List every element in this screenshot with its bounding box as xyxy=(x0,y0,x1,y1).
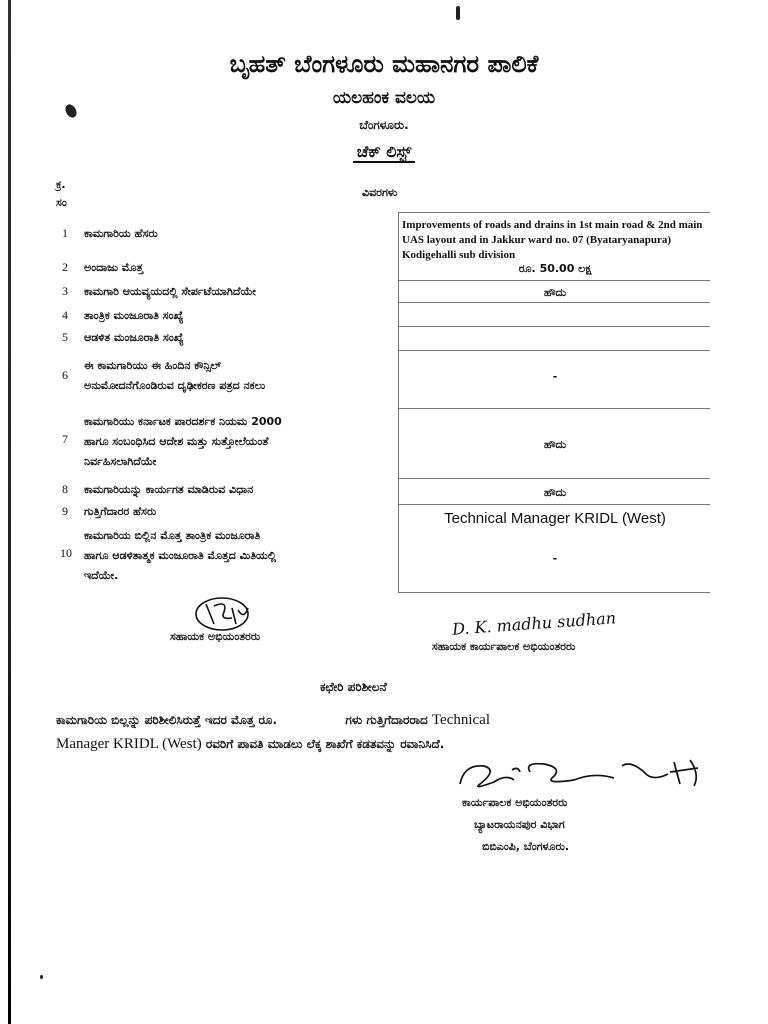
sl-no-header: ಕ್ರ. xyxy=(56,178,66,191)
row-label: ಆಡಳಿತ ಮಂಜೂರಾತಿ ಸಂಖ್ಯೆ xyxy=(84,331,184,344)
document-title xyxy=(0,142,768,162)
scan-mark xyxy=(40,975,43,979)
organization-name: ಬೃಹತ್ ಬೆಂಗಳೂರು ಮಹಾನಗರ ಪಾಲಿಕೆ xyxy=(229,50,539,78)
row-divider xyxy=(398,478,710,479)
row-number: 5 xyxy=(62,330,68,344)
review-text: ರವರಿಗೆ ಪಾವತಿ ಮಾಡಲು ಲೆಕ್ಕ ಶಾಖೆಗೆ ಕಡತವನ್ನು ರವಾನಿಸಿದೆ. xyxy=(205,737,445,751)
transparency-value: ಹೌದು xyxy=(543,438,567,451)
office-review-line-2 xyxy=(56,732,716,756)
review-text: Technical xyxy=(431,712,491,728)
city-name: ಬೆಂಗಳೂರು. xyxy=(359,118,409,132)
office-review-title: ಕಛೇರಿ ಪರಿಶೀಲನೆ xyxy=(320,680,387,694)
row-label: ಅಂದಾಜು ಮೊತ್ತ xyxy=(84,261,144,274)
review-text: ಕಾಮಗಾರಿಯ ಬಿಲ್ಲನ್ನು ಪರಿಶೀಲಿಸಿರುತ್ತೆ ಇದರ ಮೊತ್ತ ರೂ. xyxy=(56,713,278,727)
row-number: 8 xyxy=(62,482,68,496)
scan-mark xyxy=(456,6,460,20)
row-divider xyxy=(398,302,710,303)
row-label-line: ಹಾಗೂ ಆಡಳಿತಾತ್ಮಕ ಮಂಜೂರಾತಿ ಮೊತ್ತದ ಮಿತಿಯಲ್ಲಿ xyxy=(84,549,277,562)
contractor-value: Technical Manager KRIDL (West) xyxy=(444,510,666,527)
zone-name: ಯಲಹಂಕ ವಲಯ xyxy=(332,88,436,108)
budget-included-value: ಹೌದು xyxy=(543,286,567,299)
assistant-exec-engineer-signature: D. K. madhu sudhan xyxy=(451,608,617,639)
row-divider xyxy=(398,408,710,409)
bbmp-label: ಬಿಬಿಎಂಪಿ, ಬೆಂಗಳೂರು. xyxy=(482,840,570,853)
row-divider xyxy=(398,350,710,351)
row-divider xyxy=(398,592,710,593)
document-title-text: ಚೆಕ್ ಲಿಸ್ಟ್ xyxy=(353,142,416,163)
row-number: 4 xyxy=(62,308,68,322)
row-label: ಕಾಮಗಾರಿಯನ್ನು ಕಾರ್ಯಗತ ಮಾಡಿರುವ ವಿಧಾನ xyxy=(84,483,254,496)
exec-engineer-signature-icon xyxy=(454,754,714,798)
row-number: 7 xyxy=(62,432,68,446)
details-header: ವಿವರಗಳು xyxy=(362,186,398,199)
row-label-line: ನಿರ್ವಹಿಸಲಾಗಿದೆಯೇ xyxy=(84,455,157,468)
row-divider xyxy=(398,280,710,281)
row-label: ಗುತ್ತಿಗೆದಾರರ ಹೆಸರು xyxy=(84,505,157,518)
row-label: ಕಾಮಗಾರಿ ಆಯವ್ಯಯದಲ್ಲಿ ಸೇರ್ಪಟೆಯಾಗಿದೆಯೇ xyxy=(84,285,256,298)
work-name-value: Improvements of roads and drains in 1st main road & 2nd main UAS layout and in Jakkur ward no. 07 (Byataryanapura) Kodigehalli sub division xyxy=(402,219,703,261)
row-label-line: ಇದೆಯೇ. xyxy=(84,569,119,582)
row-label-line: ಹಾಗೂ ಸಂಬಂಧಿಸಿದ ಆದೇಶ ಮತ್ತು ಸುತ್ತೋಲೆಯಂತೆ xyxy=(84,435,269,448)
row-number: 10 xyxy=(60,546,72,560)
row-number: 6 xyxy=(62,368,68,382)
row-divider xyxy=(398,212,710,213)
row-number: 2 xyxy=(62,260,68,274)
row-label-line: ಕಾಮಗಾರಿಯ ಬಿಲ್ಲಿನ ಮೊತ್ತ ತಾಂತ್ರಿಕ ಮಂಜೂರಾತಿ xyxy=(84,529,261,542)
exec-engineer-label: ಕಾರ್ಯಪಾಲಕ ಅಭಿಯಂತರರು xyxy=(462,796,568,809)
council-approval-value: - xyxy=(552,370,558,383)
row-label-line: ಕಾಮಗಾರಿಯು ಕರ್ನಾಟಕ ಪಾರದರ್ಶಕ ನಿಯಮ 2000 xyxy=(84,415,282,428)
row-divider xyxy=(398,504,710,505)
bill-limit-value: - xyxy=(552,552,558,565)
division-label: ಬ್ಯಾಟರಾಯನಪುರ ವಿಭಾಗ xyxy=(474,818,565,831)
assistant-engineer-label: ಸಹಾಯಕ ಅಭಿಯಂತರರು xyxy=(170,630,261,643)
row-number: 1 xyxy=(62,226,68,240)
sl-no-header-2: ಸಂ xyxy=(56,196,67,209)
office-review-line-1 xyxy=(56,708,716,732)
review-contractor: Manager KRIDL (West) xyxy=(56,736,202,752)
row-label: ತಾಂತ್ರಿಕ ಮಂಜೂರಾತಿ ಸಂಖ್ಯೆ xyxy=(84,309,184,322)
row-number: 9 xyxy=(62,504,68,518)
row-label: ಕಾಮಗಾರಿಯ ಹೆಸರು xyxy=(84,227,158,240)
column-divider xyxy=(398,212,399,592)
row-divider xyxy=(398,326,710,327)
review-text: ಗಳು ಗುತ್ತಿಗೆದಾರರಾದ xyxy=(345,713,428,727)
execution-method-value: ಹೌದು xyxy=(543,486,567,499)
row-label-line: ಅನುಮೋದನೆಗೊಂಡಿರುವ ದೃಢೀಕರಣ ಪತ್ರದ ನಕಲು xyxy=(84,379,266,392)
row-label-line: ಈ ಕಾಮಗಾರಿಯು ಈ ಹಿಂದಿನ ಕೌನ್ಸಿಲ್ xyxy=(84,359,222,372)
row-number: 3 xyxy=(62,284,68,298)
assistant-exec-engineer-label: ಸಹಾಯಕ ಕಾರ್ಯಪಾಲಕ ಅಭಿಯಂತರರು xyxy=(432,640,576,653)
estimate-value: ರೂ. 50.00 ಲಕ್ಷ xyxy=(518,262,592,275)
